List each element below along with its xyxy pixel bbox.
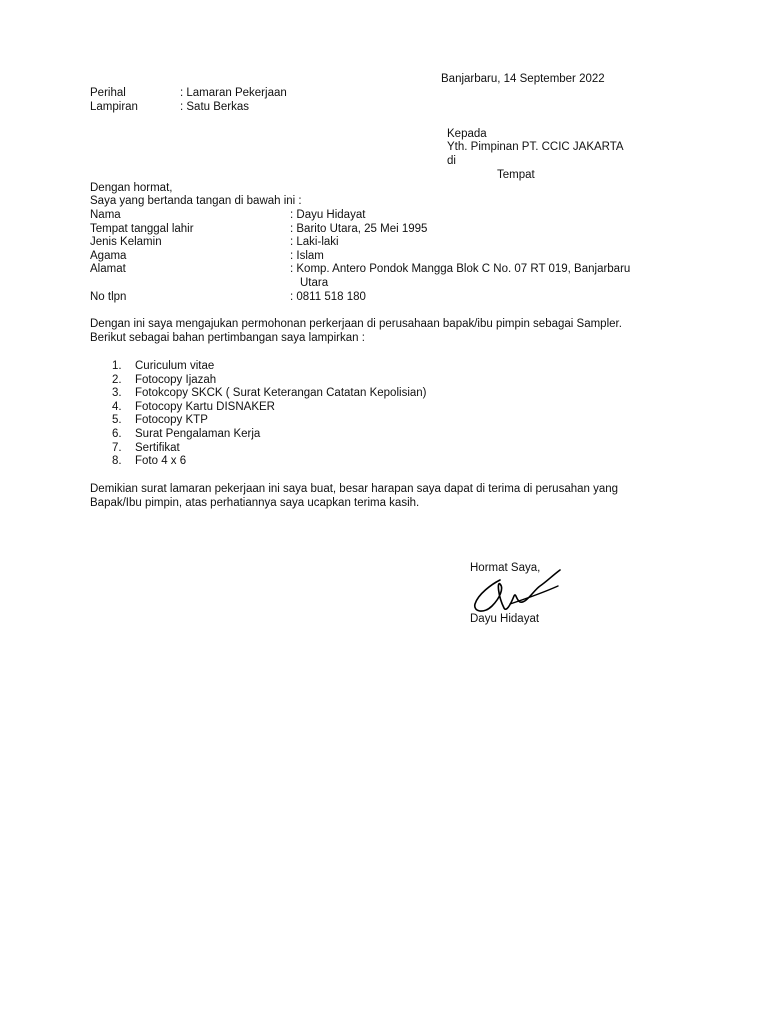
list-item-number: 2. [112, 373, 122, 386]
list-item-text: Fotocopy Kartu DISNAKER [135, 400, 275, 413]
list-item-number: 5. [112, 414, 122, 427]
list-item [112, 374, 427, 388]
field-value-alamat: : Komp. Antero Pondok Mangga Blok C No. 07 RT 019, Banjarbaru [290, 263, 631, 275]
list-item-text: Surat Pengalaman Kerja [135, 427, 261, 440]
field-value-alamat-cont: Utara [300, 277, 329, 289]
body-line-2: Berikut sebagai bahan pertimbangan saya lampirkan : [90, 331, 365, 344]
list-item [112, 428, 427, 442]
perihal-value: : Lamaran Pekerjaan [180, 87, 287, 99]
closing-line-1: Demikian surat lamaran pekerjaan ini saya buat, besar harapan saya dapat di terima di perusahan yang [90, 483, 619, 495]
list-item-number: 7. [112, 441, 122, 454]
sign-off: Hormat Saya, [470, 562, 541, 574]
list-item-text: Fotocopy Ijazah [135, 373, 217, 386]
list-item-number: 8. [112, 455, 122, 468]
field-value-nama: : Dayu Hidayat [290, 209, 366, 221]
list-item-number: 6. [112, 427, 122, 440]
list-item [112, 387, 427, 401]
field-label-nama: Nama [90, 209, 121, 221]
perihal-label: Perihal [90, 87, 126, 99]
handwritten-signature-icon [470, 566, 562, 616]
field-value-no-tlpn: : 0811 518 180 [290, 291, 366, 303]
field-label-agama: Agama [90, 250, 127, 262]
field-label-alamat: Alamat [90, 263, 126, 275]
list-item-text: Fotokcopy SKCK ( Surat Keterangan Catatan Kepolisian) [135, 387, 427, 400]
list-item-text: Sertifikat [135, 441, 180, 454]
list-item-number: 1. [112, 360, 122, 372]
field-label-no-tlpn: No tlpn [90, 291, 127, 303]
place-date: Banjarbaru, 14 September 2022 [441, 73, 605, 85]
recipient-yth: Yth. Pimpinan PT. CCIC JAKARTA [447, 141, 624, 153]
list-item [112, 360, 427, 374]
field-value-jenis-kelamin: : Laki-laki [290, 236, 339, 248]
field-value-agama: : Islam [290, 250, 324, 262]
list-item [112, 455, 427, 469]
attachment-list [112, 360, 427, 469]
closing-line-2: Bapak/Ibu pimpin, atas perhatiannya saya ucapkan terima kasih. [90, 496, 420, 509]
list-item-text: Fotocopy KTP [135, 414, 208, 427]
closing-paragraph [90, 483, 690, 510]
list-item-number: 4. [112, 400, 122, 413]
list-item-number: 3. [112, 387, 122, 400]
list-item-text: Foto 4 x 6 [135, 455, 187, 468]
field-label-ttl: Tempat tanggal lahir [90, 223, 194, 235]
lampiran-label: Lampiran [90, 101, 138, 113]
list-item-text: Curiculum vitae [135, 360, 215, 372]
recipient-di: di [447, 155, 456, 167]
body-paragraph [90, 318, 690, 345]
body-line-1: Dengan ini saya mengajukan permohonan perkerjaan di perusahaan bapak/ibu pimpin sebagai Sampler. [90, 318, 622, 330]
list-item [112, 401, 427, 415]
signer-name: Dayu Hidayat [470, 613, 540, 625]
list-item [112, 414, 427, 428]
recipient-kepada: Kepada [447, 128, 487, 140]
field-label-jenis-kelamin: Jenis Kelamin [90, 236, 162, 248]
list-item [112, 442, 427, 456]
field-value-ttl: : Barito Utara, 25 Mei 1995 [290, 223, 428, 235]
greeting: Dengan hormat, [90, 182, 173, 194]
recipient-tempat: Tempat [497, 169, 535, 181]
lampiran-value: : Satu Berkas [180, 101, 250, 113]
intro-line: Saya yang bertanda tangan di bawah ini : [90, 195, 302, 207]
